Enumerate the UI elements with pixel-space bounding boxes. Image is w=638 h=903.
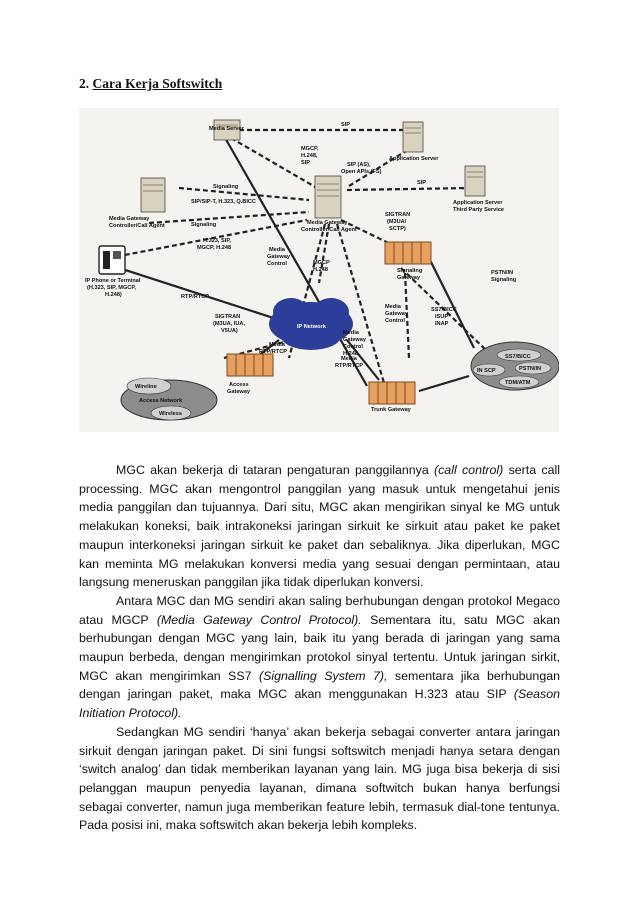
label-sig-gw-1: Signaling (397, 268, 423, 274)
label-wireline: Wireline (135, 384, 157, 390)
label-mgc-left-2: Controller/Call Agent (109, 223, 165, 229)
label-sip-as-1: SIP (AS), (347, 162, 371, 168)
label-mgcp-2: H.248, (301, 153, 318, 159)
server-icon (465, 166, 485, 196)
label-media-rtp-1: Media (269, 342, 285, 348)
label-media-rtp-2: RTP/RTCP (259, 349, 287, 355)
label-wireless: Wireless (159, 411, 182, 417)
label-sigtran-2: (M3UA/ (387, 219, 407, 225)
label-sip-as-2: Open APIs (FS) (341, 169, 382, 175)
label-mgw-ctrl1-1: Media (269, 247, 285, 253)
label-ip-phone-1: IP Phone or Terminal (85, 278, 141, 284)
section-title: Cara Kerja Softswitch (92, 76, 223, 91)
paragraph-2: Antara MGC dan MG sendiri akan saling berhubungan dengan protokol Megaco atau MGCP (Media Gateway Control Protocol). Sementara itu, satu MGC akan berhubungan dengan MGC yang lain, baik itu yang berada di jaringan yang sama maupun berbeda, dengan mengirimkan protokol sinyal tertentu. Untuk jaringan sirkit, MGC akan mengirimkan SS7 (Signalling System 7), sementara jika berhubungan dengan jaringan paket, maka MGC akan menggunakan H.323 atau SIP (Season Initiation Protocol). (79, 593, 560, 721)
label-ip-phone-2: (H.323, SIP, MGCP, (87, 285, 136, 291)
label-app-third-2: Third Party Service (453, 207, 504, 213)
label-mgcp-h248-1: MGCP (313, 260, 330, 266)
label-media-rtp2-1: Media (341, 356, 357, 362)
label-trunk-gateway: Trunk Gateway (371, 407, 411, 413)
label-sigtran-1: SIGTRAN (385, 212, 411, 218)
label-pstn-cloud-3: PSTN/IN (519, 366, 542, 372)
label-mgc-left-1: Media Gateway (109, 216, 150, 222)
server-icon (403, 122, 423, 152)
trunk-gateway-icon (369, 382, 415, 404)
label-ss7-3: INAP (435, 321, 449, 327)
label-pstn-cloud-1: SS7/BICC (505, 354, 531, 360)
section-number: 2. (79, 76, 90, 91)
server-icon (141, 178, 165, 212)
label-mgcp-3: SIP (301, 160, 311, 166)
label-sig-gw-2: Gateway (397, 275, 421, 281)
label-mgw-ctrl2-2: Gateway (385, 311, 409, 317)
label-access-gw-2: Gateway (227, 389, 251, 395)
label-access-gw-1: Access (229, 382, 249, 388)
label-media-rtp2-2: RTP/RTCP (335, 363, 363, 369)
paragraph-3: Sedangkan MG sendiri ‘hanya’ akan bekerja sebagai converter antara jaringan sirkuit dengan jaringan paket. Di sini fungsi softswitch menjadi hanya setara dengan ‘switch analog’ dan tidak memberikan layanan yang lain. MG juga bisa bekerja di sisi pelanggan maupun penyedia layanan, dimana softwitch bukan hanya berfungsi sebagai converter, namun juga memberikan feature lebih, termasuk dial-tone tentunya. Pada posisi ini, maka softswitch akan bekerja lebih kompleks. (79, 724, 560, 833)
label-media-h248-2: Gateway (343, 337, 367, 343)
label-h323-1: H.323, SIP, (203, 238, 231, 244)
label-sigtran-b-3: V5UA) (221, 328, 238, 334)
label-access-network: Access Network (139, 398, 183, 404)
label-pstn-sig-1: PSTN/IN (491, 270, 514, 276)
label-sip-sipt: SIP/SIP-T, H.323, Q.BICC (191, 199, 256, 205)
label-mgw-ctrl2-1: Media (385, 304, 401, 310)
label-h323-2: MGCP, H.248 (197, 245, 232, 251)
label-mgw-ctrl1-2: Gateway (267, 254, 291, 260)
label-media-h248-1: Media (343, 330, 359, 336)
label-sigtran-3: SCTP) (389, 226, 406, 232)
label-ip-phone-3: H.248) (105, 292, 122, 298)
label-media-server: Media Server (209, 126, 244, 132)
access-gateway-icon (227, 354, 273, 376)
server-icon (315, 176, 341, 218)
label-mgc-center-1: Media Gateway (307, 220, 348, 226)
body-text (79, 461, 560, 835)
label-mgcp-h248-2: H.248 (313, 267, 328, 273)
label-pstn-cloud-2: IN SCP (477, 368, 496, 374)
label-mgcp-1: MGCP, (301, 146, 319, 152)
label-pstn-sig-2: Signaling (491, 277, 517, 283)
label-ss7-2: ISUP (435, 314, 449, 320)
label-pstn-cloud-4: TDM/ATM (505, 380, 531, 386)
label-mgw-ctrl1-3: Control (267, 261, 287, 267)
label-signaling-left: Signaling (213, 184, 239, 190)
label-sigtran-b-1: SIGTRAN (215, 314, 241, 320)
label-sip-right: SIP (417, 180, 427, 186)
label-mgw-ctrl2-3: Control (385, 318, 405, 324)
label-signaling-mid: Signaling (191, 222, 217, 228)
softswitch-diagram (79, 108, 559, 432)
ip-phone-icon (99, 246, 125, 274)
label-ip-network: IP Network (297, 324, 326, 330)
label-application-server: Application Server (389, 156, 439, 162)
label-app-third-1: Application Server (453, 200, 503, 206)
label-rtp-left: RTP/RTCP (181, 294, 209, 300)
label-ss7-1: SS7/BICC (431, 307, 457, 313)
section-heading (79, 76, 222, 92)
label-media-h248-4: H.248 (343, 351, 358, 357)
signaling-gateway-icon (385, 242, 431, 264)
label-sip-top: SIP (341, 122, 351, 128)
label-mgc-center-2: Controller/Call Agent (301, 227, 357, 233)
label-media-h248-3: Control (343, 344, 363, 350)
label-sigtran-b-2: (M3UA, IUA, (213, 321, 246, 327)
paragraph-1: MGC akan bekerja di tataran pengaturan panggilannya (call control) serta call processing. MGC akan mengontrol panggilan yang masuk untuk mengetahui jenis media panggilan dan tujuannya. Dari situ, MGC akan mengirikan sinyal ke MG untuk melakukan koneksi, baik intrakoneksi jaringan sirkuit ke sirkuit atau paket ke paket maupun interkoneksi jaringan sirkuit ke paket dan sebaliknya. Jika diperlukan, MGC kan meminta MG melakukan konversi media yang sesuai dengan permintaan, atau langsung meneruskan panggilan jika tidak diperlukan konversi. (79, 463, 560, 590)
